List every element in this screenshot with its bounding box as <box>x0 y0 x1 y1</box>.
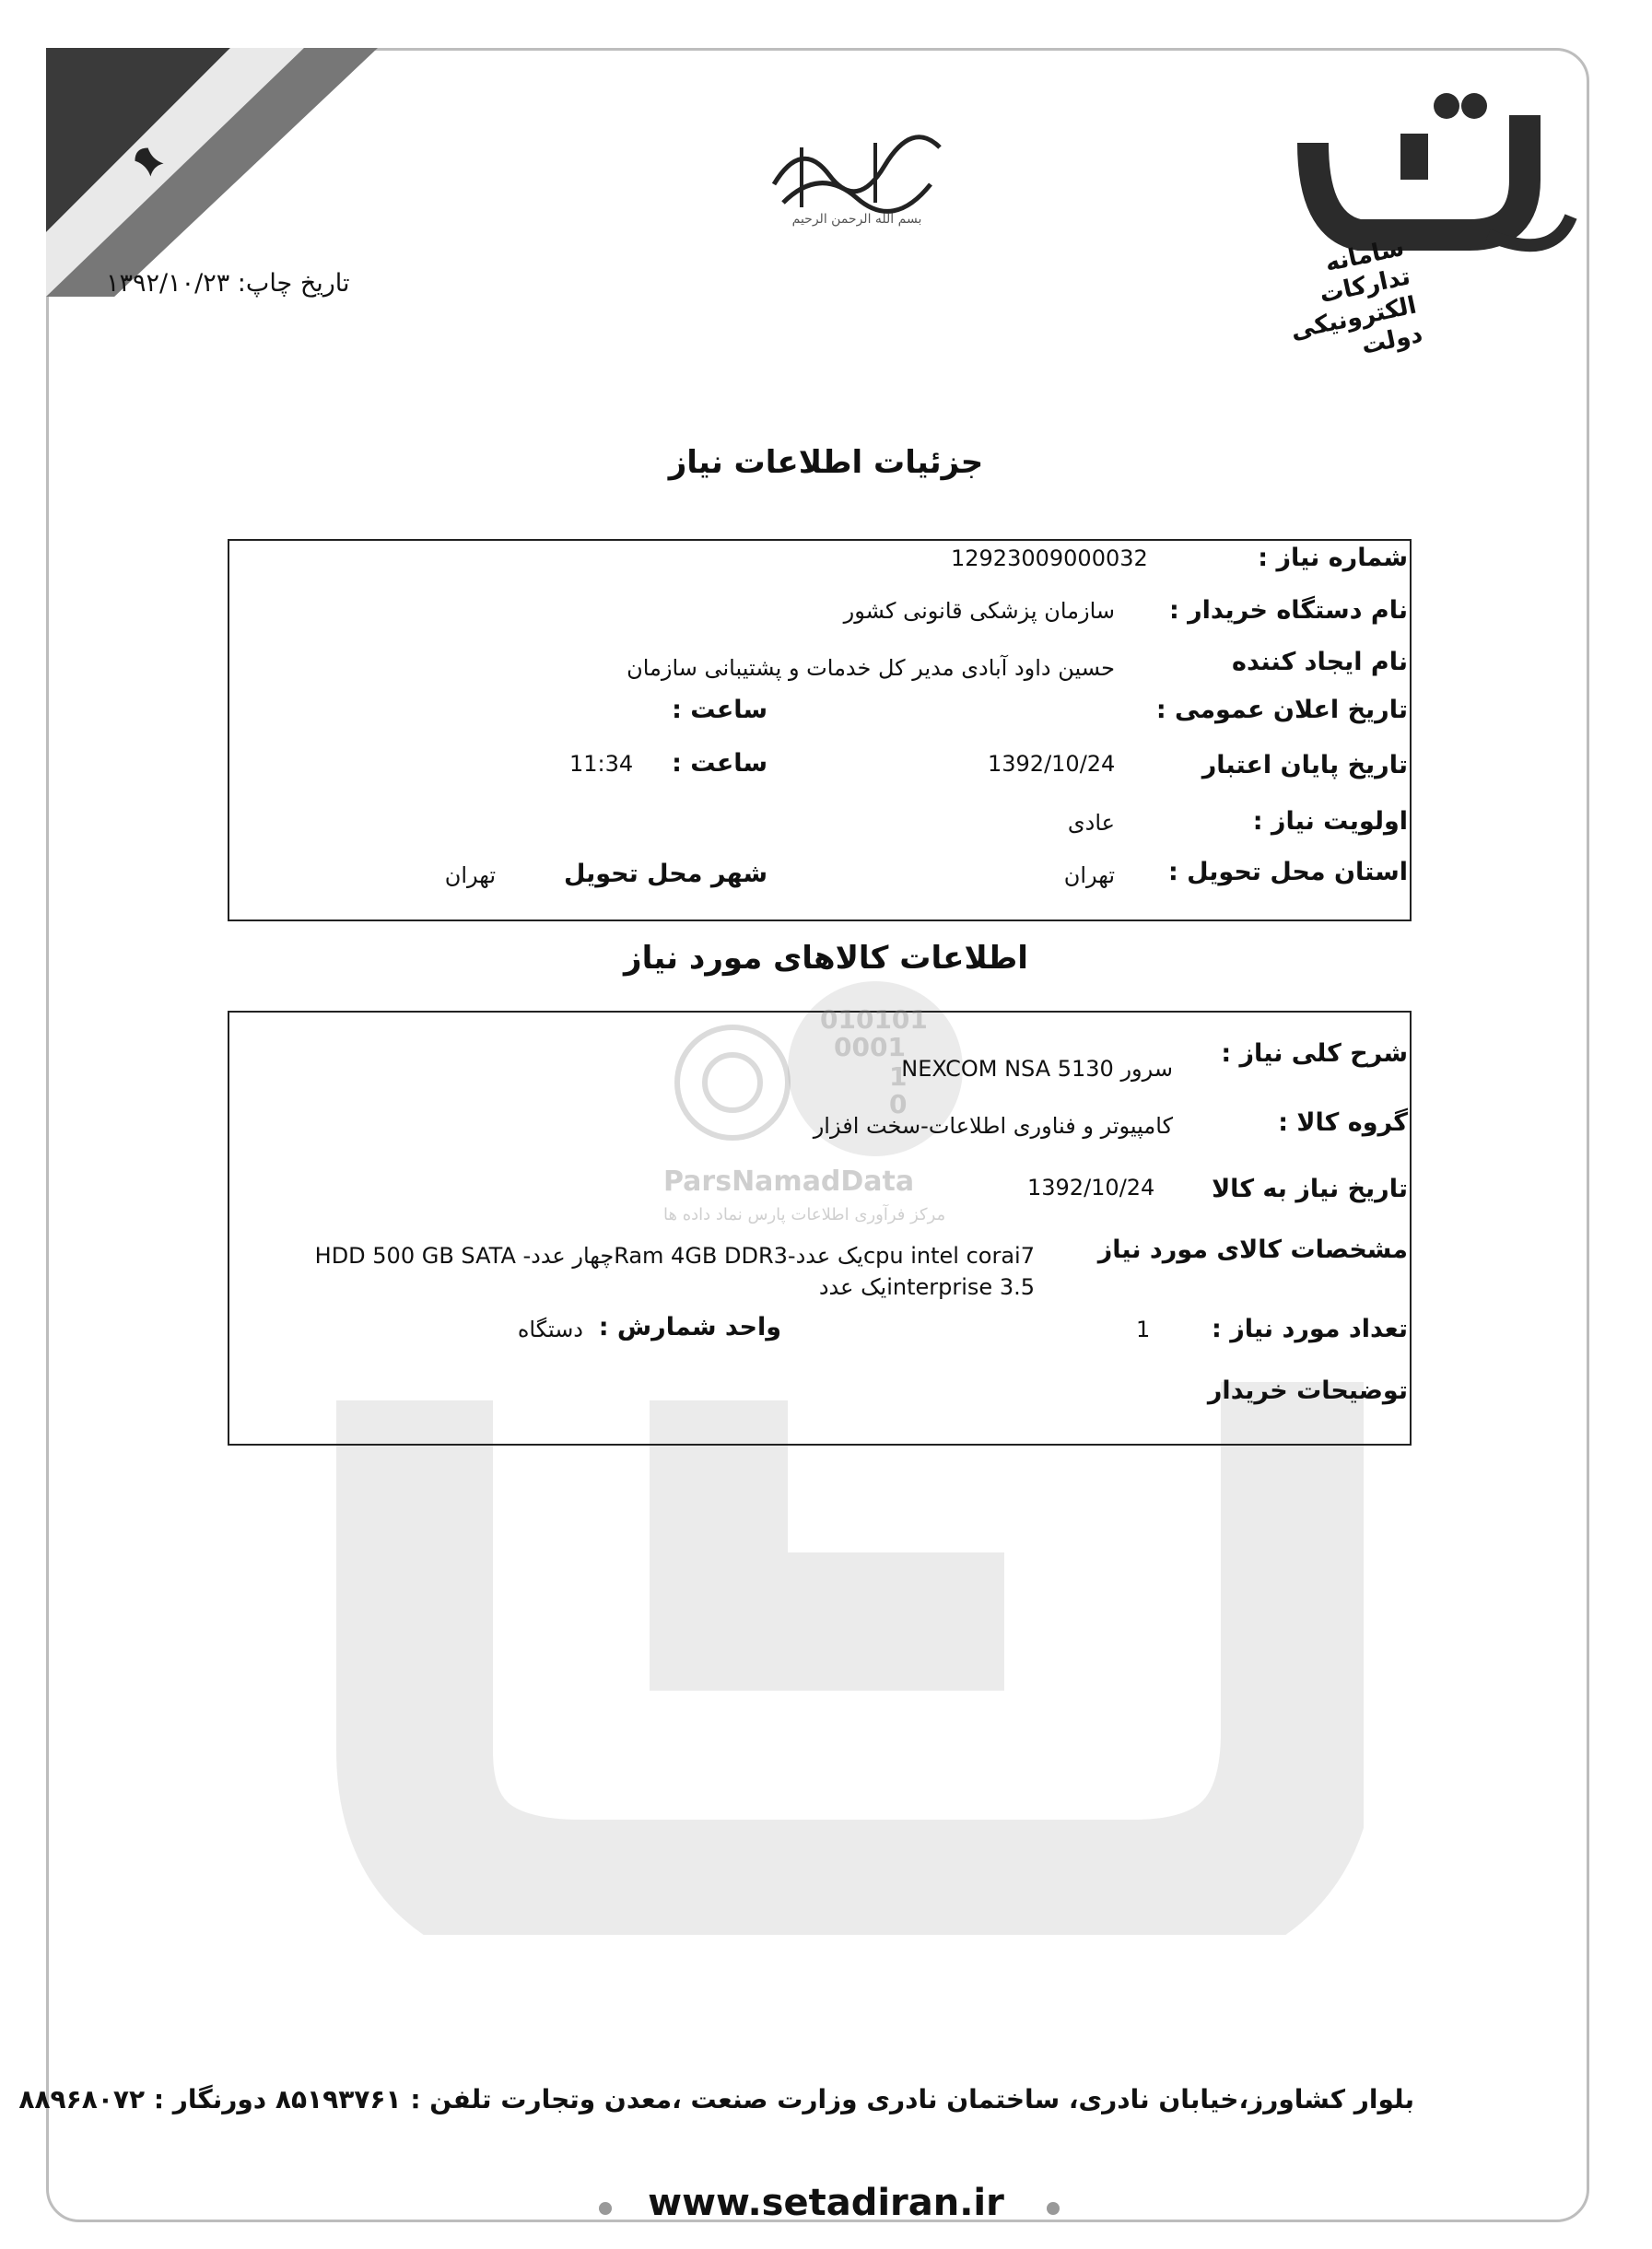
basmala-text: بسم الله الرحمن الرحیم <box>791 212 922 227</box>
announce-time-label: ساعت : <box>672 696 767 724</box>
buyer-notes-label: توضیحات خریدار <box>1207 1376 1408 1405</box>
specs-line-2: interprise 3.5یک عدد <box>818 1274 1035 1300</box>
specs-label: مشخصات کالای مورد نیاز <box>1097 1236 1408 1264</box>
province-label: استان محل تحویل : <box>1167 858 1408 886</box>
province-value: تهران <box>1063 862 1115 888</box>
stamp-digits-2: 0001 <box>834 1032 906 1062</box>
buyer-value: سازمان پزشکی قانونی کشور <box>843 598 1115 624</box>
description-value: سرور NEXCOM NSA 5130 <box>901 1056 1173 1082</box>
priority-label: اولویت نیاز : <box>1252 807 1408 836</box>
announce-date-label: تاریخ اعلان عمومی : <box>1155 696 1408 724</box>
city-label: شهر محل تحویل <box>563 860 767 888</box>
creator-label: نام ایجاد کننده <box>1232 648 1408 676</box>
quantity-label: تعداد مورد نیاز : <box>1212 1315 1408 1343</box>
need-number-value: 12923009000032 <box>951 545 1148 571</box>
validity-time-label: ساعت : <box>672 749 767 778</box>
need-date-label: تاریخ نیاز به کالا <box>1212 1175 1408 1203</box>
validity-date-label: تاریخ پایان اعتبار <box>1201 751 1408 779</box>
stamp-name: ParsNamadData <box>663 1165 915 1198</box>
validity-date-value: 1392/10/24 <box>988 751 1116 777</box>
basmala-calligraphy <box>765 129 949 221</box>
stamp-subtitle: مرکز فرآوری اطلاعات پارس نماد داده ها <box>663 1205 946 1224</box>
stamp-digits-3: 1 <box>889 1061 908 1092</box>
validity-time-value: 11:34 <box>569 751 634 777</box>
need-details-title: جزئیات اطلاعات نیاز <box>668 444 984 481</box>
goods-info-title: اطلاعات کالاهای مورد نیاز <box>624 940 1028 977</box>
priority-value: عادی <box>1067 810 1115 836</box>
buyer-label: نام دستگاه خریدار : <box>1168 596 1408 625</box>
footer-address: بلوار کشاورز،خیابان نادری، ساختمان نادری وزارت صنعت ،معدن وتجارت تلفن : ۸۵۱۹۳۷۶۱ دورنگار : ۸۸۹۶۸۰۷۲ <box>18 2084 1414 2114</box>
city-value: تهران <box>444 862 496 888</box>
description-label: شرح کلی نیاز : <box>1221 1039 1408 1068</box>
print-date: تاریخ چاپ: ۱۳۹۲/۱۰/۲۳ <box>106 269 350 298</box>
unit-value: دستگاه <box>517 1317 583 1342</box>
iran-flag-ribbon <box>46 48 378 297</box>
specs-line-1: cpu intel corai7یک عدد-Ram 4GB DDR3چهار عدد- HDD 500 GB SATA <box>314 1243 1035 1269</box>
need-date-value: 1392/10/24 <box>1027 1175 1155 1201</box>
unit-label: واحد شمارش : <box>598 1313 781 1341</box>
group-value: کامپیوتر و فناوری اطلاعات-سخت افزار <box>813 1113 1173 1139</box>
stamp-digits-4: 0 <box>889 1089 908 1119</box>
footer-url-link[interactable]: www.setadiran.ir <box>648 2182 1004 2224</box>
creator-value: حسین داود آبادی مدیر کل خدمات و پشتیبانی سازمان <box>627 655 1115 681</box>
stamp-emblem-icon <box>663 1009 802 1156</box>
need-number-label: شماره نیاز : <box>1258 544 1408 572</box>
group-label: گروه کالا : <box>1278 1108 1408 1137</box>
seta-logo-caption: سامانه تدارکات الکترونیکی دولت <box>1288 233 1425 360</box>
quantity-value: 1 <box>1136 1317 1151 1342</box>
stamp-digits-1: 010101 <box>820 1004 928 1035</box>
